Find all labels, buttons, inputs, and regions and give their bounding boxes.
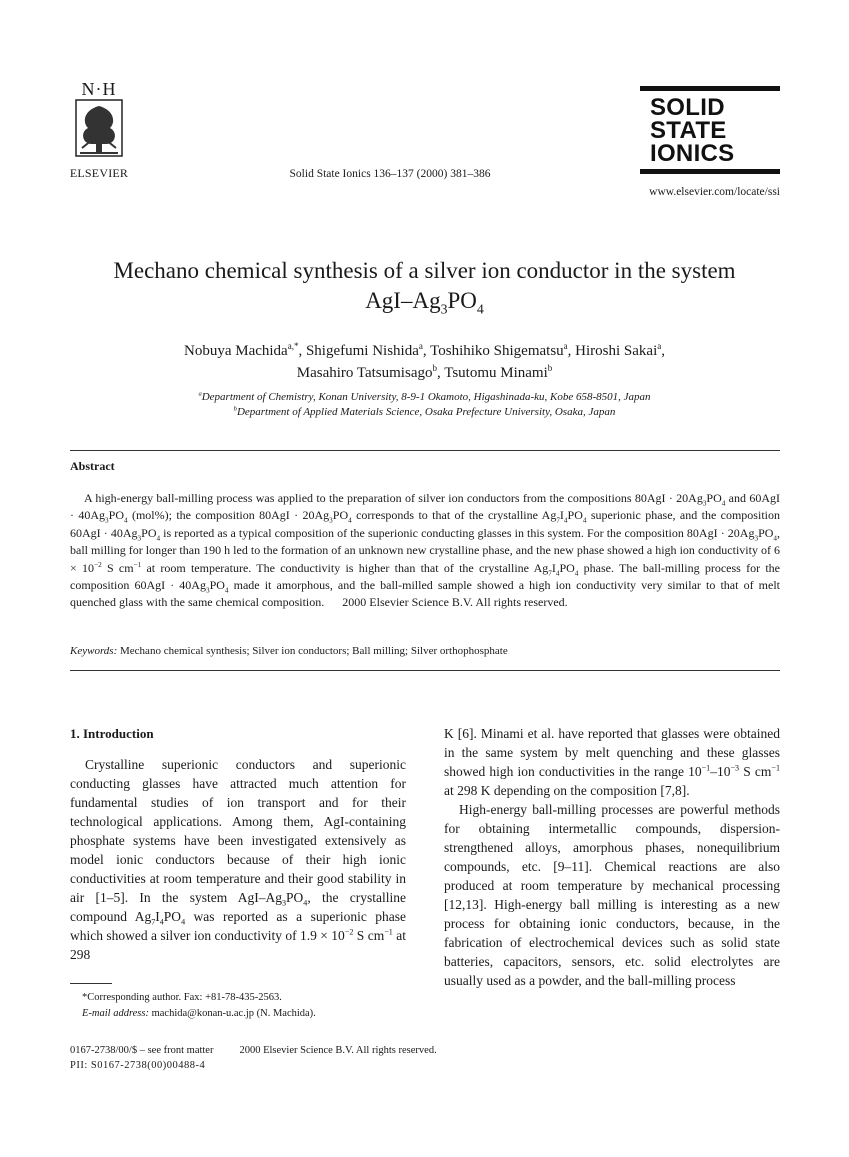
footnote <box>70 990 406 1022</box>
publisher-name: ELSEVIER <box>69 166 129 180</box>
abstract-body: A high-energy ball-milling process was applied to the preparation of silver ion conductors from the compositions $80AgI \cdot 20Ag_3PO_4$ and $60AgI \cdot 40Ag_3PO_4$ (mol%); the composition $80AgI \cdot 20Ag_3PO_4$ corresponds to that of the crystalline $Ag_7I_4PO_4$ superionic phase, and the composition $60AgI \cdot 40Ag_3PO_4$ is reported as a typical composition of the superionic conducting glasses in this system. For the composition $80AgI \cdot 20Ag_3PO_4$, ball milling for longer than 190 h led to the formation of an unknown new crystalline phase, and the new phase showed a high ion conductivity of $6 \times 10^{-2}$ S $cm^{-1}$ at room temperature. The conductivity is higher than that of the crystalline $Ag_7I_4PO_4$ phase. The ball-milling process for the composition $60AgI \cdot 40Ag_3PO_4$ made it amorphous, and the ball-milled sample showed a high ion conductivity very similar to that of melt quenched glass with the same chemical composition. 2000 Elsevier Science B.V. All rights reserved. <box>70 491 781 610</box>
journal-citation: Solid State Ionics 136–137 (2000) 381–386 <box>289 168 491 180</box>
bottom-copyright: 2000 Elsevier Science B.V. All rights reserved. <box>239 1045 437 1056</box>
journal-logo-line-3: IONICS <box>650 140 735 167</box>
column-left <box>70 724 406 964</box>
journal-logo-line-1: SOLID <box>650 94 725 121</box>
journal-logo-line-2: STATE <box>650 117 727 144</box>
issn: 0167-2738/00/$ – see front matter <box>70 1045 214 1056</box>
section-heading: 1. Introduction <box>70 726 154 741</box>
author-list: Nobuya Machida$^{a,*}$, Shigefumi Nishida$^a$, Toshihiko Shigematsu$^a$, Hiroshi Sakai$^a$, Masahiro Tatsumisago$^b$, Tsutomu Minami$^b$ <box>184 341 665 381</box>
keywords <box>70 645 780 657</box>
keywords-label: Keywords: <box>70 645 118 657</box>
pii: PII: S0167-2738(00)00488-4 <box>70 1060 206 1071</box>
logo-bar-top <box>640 86 780 91</box>
author: Shigefumi Nishida$^a$ <box>305 341 423 359</box>
affiliation-b: $^b$Department of Applied Materials Science, Osaka Prefecture University, Osaka, Japan <box>233 405 616 418</box>
front-matter <box>70 1043 437 1073</box>
abstract-heading: Abstract <box>70 459 115 473</box>
journal-logo <box>640 86 780 174</box>
paragraph: High-energy ball-milling processes are powerful methods for obtaining intermetallic compounds, dispersion-strengthened alloys, amorphous phases, nonequilibrium compounds, etc. [9–11]. Chemical reactions are also produced at room temperature by mechanical processing [12,13]. High-energy ball milling is interesting as a new process for obtaining ionic conductors, because, in the fabrication of electrochemical devices such as solid state batteries, capacitors, sensors, etc. solid electrolytes are usually used as a powder, and the ball-milling process <box>444 802 780 988</box>
publisher-logo <box>60 80 138 160</box>
logo-bar-bottom <box>640 169 780 174</box>
divider-top <box>70 450 780 451</box>
publisher-logo-text: N·H <box>81 79 117 99</box>
author: Nobuya Machida$^{a,*}$ <box>184 341 299 359</box>
title-line-1: Mechano chemical synthesis of a silver ion conductor in the system <box>113 258 736 283</box>
journal-url[interactable]: www.elsevier.com/locate/ssi <box>649 186 780 198</box>
author: Masahiro Tatsumisago$^b$ <box>296 363 437 381</box>
article-title <box>60 256 789 316</box>
footnote-rule <box>70 983 112 984</box>
affiliations <box>60 390 789 420</box>
author: Toshihiko Shigematsu$^a$ <box>430 341 568 359</box>
keywords-text: Mechano chemical synthesis; Silver ion conductors; Ball milling; Silver orthophosphate <box>120 645 508 657</box>
affiliation-a: $^a$Department of Chemistry, Konan University, 8-9-1 Okamoto, Higashinada-ku, Kobe 658-8501, Japan <box>198 390 651 403</box>
author: Hiroshi Sakai$^a$ <box>575 341 662 359</box>
elsevier-tree-icon <box>70 98 128 160</box>
author: Tsutomu Minami$^b$ <box>444 363 553 381</box>
paragraph: Crystalline superionic conductors and superionic conducting glasses have attracted much attention for fundamental studies of ion transport and for their technological applications. Among them, AgI-containing phosphate systems have been investigated extensively as model ionic conductors because of their high ionic conductivities at room temperature and their good stability in air [1–5]. In the system AgI–$Ag_3PO_4$, the crystalline compound $Ag_7I_4PO_4$ was reported as a superionic phase which showed a silver ion conductivity of $1.9 \times 10^{-2}$ S $cm^{-1}$ at 298 <box>70 757 406 962</box>
email-line: E-mail address: machida@konan-u.ac.jp (N. Machida). <box>82 1008 316 1019</box>
paragraph: K [6]. Minami et al. have reported that glasses were obtained in the same system by melt quenching and these glasses showed high ion conductivities in the range $10^{-1}-10^{-3}$ S $cm^{-1}$ at 298 K depending on the composition [7,8]. <box>444 726 780 798</box>
title-line-2: AgI–$Ag_3PO_4$ <box>365 288 484 317</box>
divider-bottom <box>70 670 780 671</box>
email-link[interactable]: machida@konan-u.ac.jp (N. Machida). <box>151 1008 316 1019</box>
corresponding-author: *Corresponding author. Fax: +81-78-435-2563. <box>82 992 282 1003</box>
column-right <box>444 724 780 990</box>
copyright-notice: 2000 Elsevier Science B.V. All rights reserved. <box>342 595 568 610</box>
